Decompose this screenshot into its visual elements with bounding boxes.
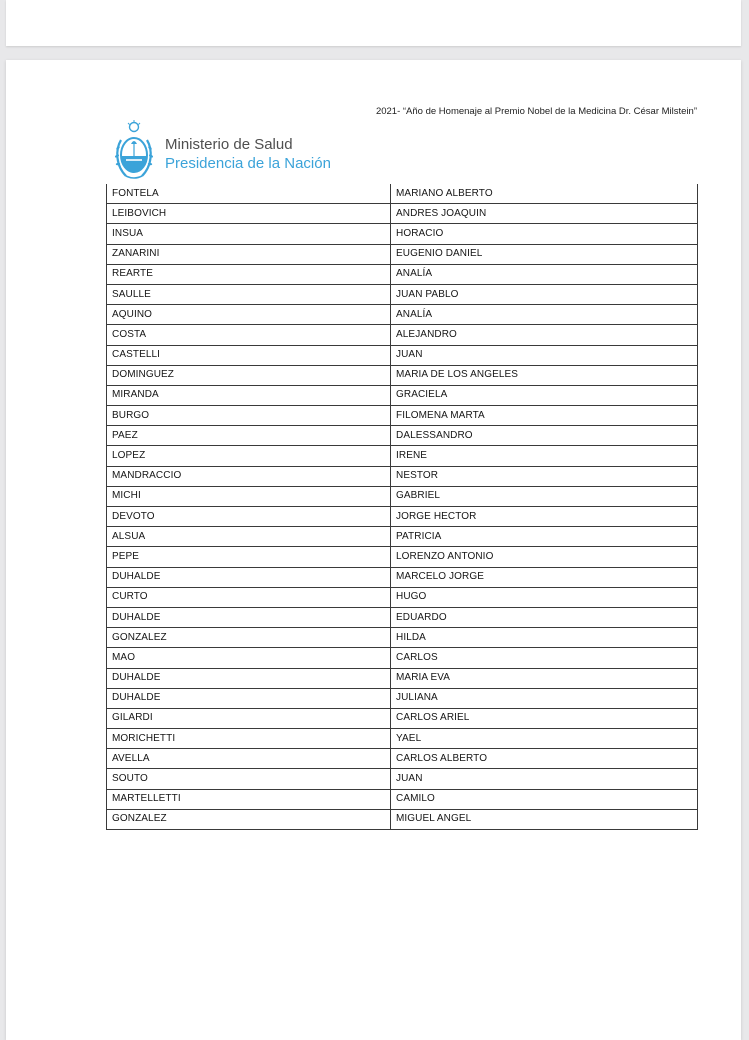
table-row [107,264,698,284]
ministry-name: Ministerio de Salud [165,136,293,153]
table-row [107,749,698,769]
given-names-cell: MARIANO ALBERTO [391,184,698,204]
surname-cell: DUHALDE [107,688,391,708]
given-names-cell: HILDA [391,628,698,648]
table-row [107,708,698,728]
surname-cell: DUHALDE [107,668,391,688]
given-names-cell: HORACIO [391,224,698,244]
surname-cell: CURTO [107,587,391,607]
given-names-cell: CARLOS ARIEL [391,708,698,728]
table-row [107,325,698,345]
surname-cell: ZANARINI [107,244,391,264]
table-row [107,184,698,204]
table-row [107,547,698,567]
given-names-cell: MARIA EVA [391,668,698,688]
given-names-cell: ANDRES JOAQUIN [391,204,698,224]
table-row [107,284,698,304]
surname-cell: MANDRACCIO [107,466,391,486]
given-names-cell: JUAN PABLO [391,284,698,304]
names-table [106,184,698,830]
table-row [107,345,698,365]
surname-cell: COSTA [107,325,391,345]
table-row [107,426,698,446]
table-row [107,587,698,607]
surname-cell: INSUA [107,224,391,244]
table-row [107,244,698,264]
given-names-cell: ANALÍA [391,305,698,325]
surname-cell: BURGO [107,406,391,426]
given-names-cell: MIGUEL ANGEL [391,809,698,829]
surname-cell: GONZALEZ [107,809,391,829]
given-names-cell: JUAN [391,345,698,365]
surname-cell: MIRANDA [107,385,391,405]
table-row [107,466,698,486]
table-row [107,628,698,648]
table-row [107,305,698,325]
surname-cell: MARTELLETTI [107,789,391,809]
table-row [107,688,698,708]
table-row [107,527,698,547]
table-row [107,446,698,466]
surname-cell: DUHALDE [107,607,391,627]
surname-cell: LEIBOVICH [107,204,391,224]
argentina-coat-of-arms-icon [112,120,156,182]
table-row [107,809,698,829]
table-row [107,789,698,809]
table-row [107,607,698,627]
surname-cell: MORICHETTI [107,729,391,749]
surname-cell: SOUTO [107,769,391,789]
surname-cell: REARTE [107,264,391,284]
document-motto: 2021- “Año de Homenaje al Premio Nobel de la Medicina Dr. César Milstein” [375,106,697,117]
given-names-cell: MARCELO JORGE [391,567,698,587]
given-names-cell: GRACIELA [391,385,698,405]
surname-cell: DEVOTO [107,507,391,527]
surname-cell: PAEZ [107,426,391,446]
surname-cell: PEPE [107,547,391,567]
given-names-cell: ANALÍA [391,264,698,284]
table-row [107,769,698,789]
given-names-cell: EUGENIO DANIEL [391,244,698,264]
table-row [107,486,698,506]
surname-cell: ALSUA [107,527,391,547]
given-names-cell: DALESSANDRO [391,426,698,446]
given-names-cell: MARIA DE LOS ANGELES [391,365,698,385]
table-row [107,385,698,405]
given-names-cell: LORENZO ANTONIO [391,547,698,567]
table-row [107,567,698,587]
table-row [107,365,698,385]
given-names-cell: EDUARDO [391,607,698,627]
table-row [107,729,698,749]
given-names-cell: CAMILO [391,789,698,809]
surname-cell: MAO [107,648,391,668]
given-names-cell: IRENE [391,446,698,466]
surname-cell: DUHALDE [107,567,391,587]
given-names-cell: PATRICIA [391,527,698,547]
surname-cell: LOPEZ [107,446,391,466]
table-row [107,204,698,224]
document-page [6,60,741,1040]
given-names-cell: CARLOS [391,648,698,668]
surname-cell: SAULLE [107,284,391,304]
given-names-cell: FILOMENA MARTA [391,406,698,426]
table-row [107,648,698,668]
given-names-cell: JULIANA [391,688,698,708]
surname-cell: FONTELA [107,184,391,204]
given-names-cell: NESTOR [391,466,698,486]
table-row [107,507,698,527]
given-names-cell: JORGE HECTOR [391,507,698,527]
given-names-cell: GABRIEL [391,486,698,506]
ministry-header [112,120,412,184]
names-table-body [107,184,698,830]
given-names-cell: JUAN [391,769,698,789]
table-row [107,406,698,426]
given-names-cell: YAEL [391,729,698,749]
surname-cell: AQUINO [107,305,391,325]
surname-cell: GONZALEZ [107,628,391,648]
surname-cell: DOMINGUEZ [107,365,391,385]
surname-cell: GILARDI [107,708,391,728]
given-names-cell: ALEJANDRO [391,325,698,345]
previous-page-edge [6,0,741,46]
presidency-name: Presidencia de la Nación [165,155,331,172]
given-names-cell: CARLOS ALBERTO [391,749,698,769]
surname-cell: AVELLA [107,749,391,769]
surname-cell: MICHI [107,486,391,506]
surname-cell: CASTELLI [107,345,391,365]
table-row [107,224,698,244]
table-row [107,668,698,688]
given-names-cell: HUGO [391,587,698,607]
